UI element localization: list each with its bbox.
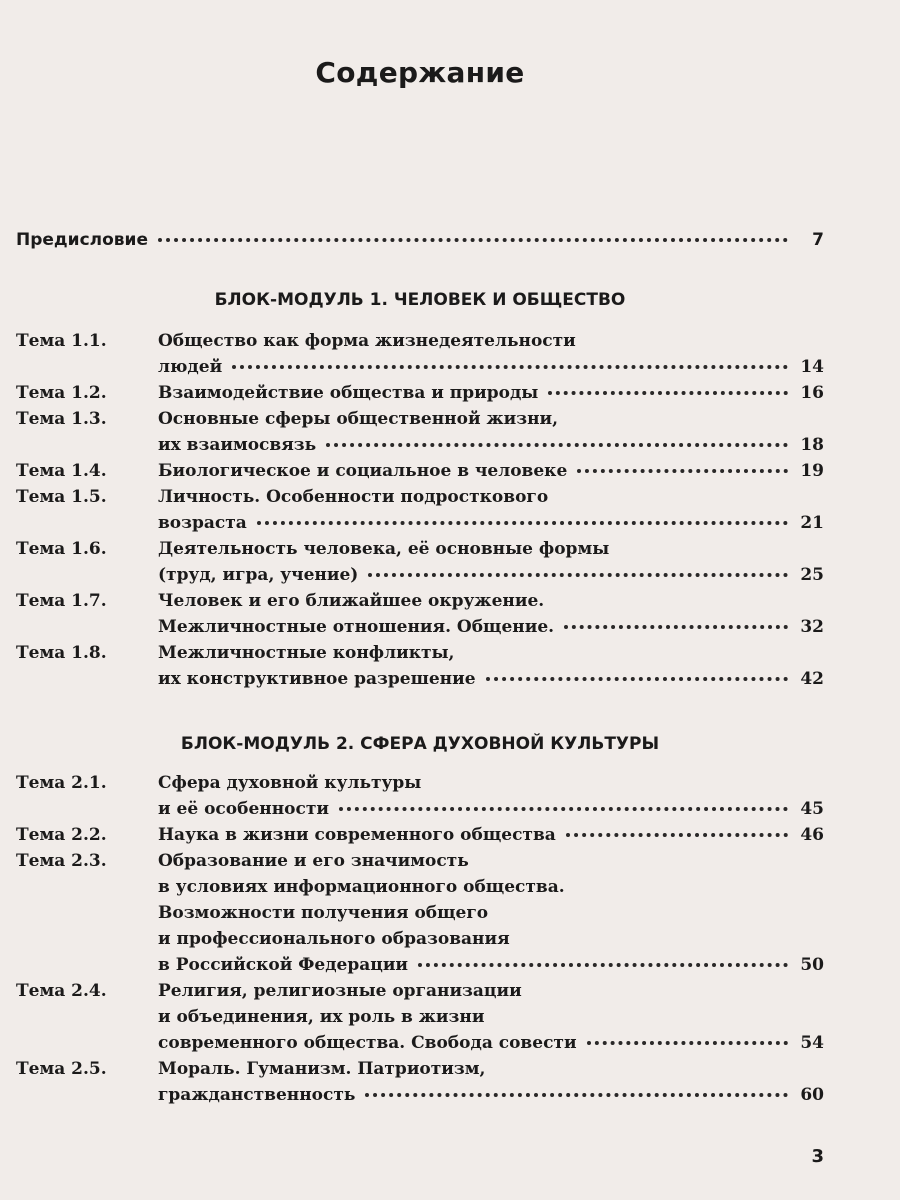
toc-entry xyxy=(16,588,824,640)
toc-entry xyxy=(16,822,824,848)
topic-title-line: Религия, религиозные организации xyxy=(158,981,522,1001)
topic-title xyxy=(158,458,824,484)
topic-page: 14 xyxy=(800,357,824,377)
toc-entry xyxy=(16,978,824,1056)
topic-title-last-line xyxy=(158,432,824,458)
topic-title-last-line xyxy=(158,510,824,536)
topic-title-last-line xyxy=(158,1030,824,1056)
topic-title-last-line xyxy=(158,458,824,484)
block-1-entries xyxy=(16,328,824,692)
toc-entry xyxy=(16,484,824,536)
topic-title xyxy=(158,770,824,822)
topic-title-line: и объединения, их роль в жизни xyxy=(158,1007,485,1027)
topic-number: Тема 2.4. xyxy=(16,981,107,1001)
toc-entry xyxy=(16,848,824,978)
topic-title-last-line xyxy=(158,952,824,978)
topic-page: 16 xyxy=(800,383,824,403)
leader-dots xyxy=(587,1033,788,1045)
leader-dots xyxy=(418,955,788,967)
topic-title-last-line xyxy=(158,666,824,692)
block-2-entries xyxy=(16,770,824,1108)
topic-title xyxy=(158,588,824,640)
topic-number: Тема 1.5. xyxy=(16,487,107,507)
topic-number: Тема 2.3. xyxy=(16,851,107,871)
topic-title-line: их конструктивное разрешение xyxy=(158,669,476,689)
topic-number: Тема 2.2. xyxy=(16,825,107,845)
toc-entry xyxy=(16,380,824,406)
topic-title xyxy=(158,640,824,692)
topic-title-last-line xyxy=(158,354,824,380)
topic-title-line: в условиях информационного общества. xyxy=(158,877,565,897)
block-1-title: БЛОК-МОДУЛЬ 1. ЧЕЛОВЕК И ОБЩЕСТВО xyxy=(214,290,626,310)
topic-title xyxy=(158,484,824,536)
topic-page: 18 xyxy=(800,435,824,455)
toc-entry xyxy=(16,770,824,822)
topic-page: 46 xyxy=(800,825,824,845)
topic-title-line: Возможности получения общего xyxy=(158,903,489,923)
topic-title xyxy=(158,978,824,1056)
topic-title-line: Человек и его ближайшее окружение. xyxy=(158,591,545,611)
leader-dots xyxy=(566,825,788,837)
topic-title xyxy=(158,406,824,458)
topic-title-line: Сфера духовной культуры xyxy=(158,773,422,793)
leader-dots xyxy=(564,617,788,629)
leader-dots xyxy=(577,461,788,473)
topic-page: 32 xyxy=(800,617,824,637)
topic-title-last-line xyxy=(158,1082,824,1108)
topic-page: 45 xyxy=(800,799,824,819)
topic-title xyxy=(158,822,824,848)
toc-entry xyxy=(16,328,824,380)
topic-title-last-line xyxy=(158,796,824,822)
topic-title xyxy=(158,380,824,406)
leader-dots xyxy=(365,1085,788,1097)
topic-title-line: Межличностные конфликты, xyxy=(158,643,455,663)
topic-number: Тема 1.1. xyxy=(16,331,107,351)
topic-title-line: (труд, игра, учение) xyxy=(158,565,359,585)
leader-dots xyxy=(548,383,788,395)
topic-title xyxy=(158,848,824,978)
topic-number: Тема 1.2. xyxy=(16,383,107,403)
leader-dots xyxy=(232,357,788,369)
topic-page: 54 xyxy=(800,1033,824,1053)
topic-title-line: людей xyxy=(158,357,223,377)
topic-title-line: и её особенности xyxy=(158,799,329,819)
topic-title-line: в Российской Федерации xyxy=(158,955,409,975)
block-2-title: БЛОК-МОДУЛЬ 2. СФЕРА ДУХОВНОЙ КУЛЬТУРЫ xyxy=(180,734,660,754)
topic-page: 50 xyxy=(800,955,824,975)
leader-dots xyxy=(486,669,788,681)
topic-number: Тема 1.4. xyxy=(16,461,107,481)
leader-dots xyxy=(257,513,788,525)
toc-entry xyxy=(16,640,824,692)
topic-number: Тема 1.8. xyxy=(16,643,107,663)
toc-entry xyxy=(16,536,824,588)
topic-title-line: гражданственность xyxy=(158,1085,356,1105)
leader-dots xyxy=(158,230,788,242)
topic-title-line: Образование и его значимость xyxy=(158,851,469,871)
topic-title-last-line xyxy=(158,380,824,406)
topic-title-line: Основные сферы общественной жизни, xyxy=(158,409,559,429)
topic-title-line: Биологическое и социальное в человеке xyxy=(158,461,568,481)
preface-entry xyxy=(16,230,824,250)
leader-dots xyxy=(326,435,788,447)
topic-title-line: их взаимосвязь xyxy=(158,435,317,455)
toc-entry xyxy=(16,1056,824,1108)
topic-title xyxy=(158,1056,824,1108)
topic-page: 21 xyxy=(800,513,824,533)
topic-title xyxy=(158,536,824,588)
topic-title-line: и профессионального образования xyxy=(158,929,510,949)
page-title: Содержание xyxy=(315,56,525,89)
leader-dots xyxy=(339,799,788,811)
topic-number: Тема 2.1. xyxy=(16,773,107,793)
topic-page: 19 xyxy=(800,461,824,481)
topic-page: 60 xyxy=(800,1085,824,1105)
topic-title-line: Мораль. Гуманизм. Патриотизм, xyxy=(158,1059,486,1079)
page-number: 3 xyxy=(811,1146,824,1167)
toc-entry xyxy=(16,406,824,458)
topic-title-last-line xyxy=(158,822,824,848)
topic-number: Тема 1.3. xyxy=(16,409,107,429)
topic-title-line: Деятельность человека, её основные формы xyxy=(158,539,610,559)
topic-title-last-line xyxy=(158,614,824,640)
topic-title-line: Взаимодействие общества и природы xyxy=(158,383,539,403)
toc-entry xyxy=(16,458,824,484)
topic-page: 42 xyxy=(800,669,824,689)
topic-title-line: Межличностные отношения. Общение. xyxy=(158,617,555,637)
topic-title xyxy=(158,328,824,380)
topic-title-line: Наука в жизни современного общества xyxy=(158,825,556,845)
topic-number: Тема 1.6. xyxy=(16,539,107,559)
topic-title-line: современного общества. Свобода совести xyxy=(158,1033,577,1053)
leader-dots xyxy=(368,565,788,577)
topic-title-line: возраста xyxy=(158,513,247,533)
topic-number: Тема 2.5. xyxy=(16,1059,107,1079)
topic-number: Тема 1.7. xyxy=(16,591,107,611)
preface-label: Предисловие xyxy=(16,230,148,250)
topic-page: 25 xyxy=(800,565,824,585)
preface-page: 7 xyxy=(812,230,824,250)
topic-title-line: Личность. Особенности подросткового xyxy=(158,487,549,507)
topic-title-last-line xyxy=(158,562,824,588)
topic-title-line: Общество как форма жизнедеятельности xyxy=(158,331,576,351)
